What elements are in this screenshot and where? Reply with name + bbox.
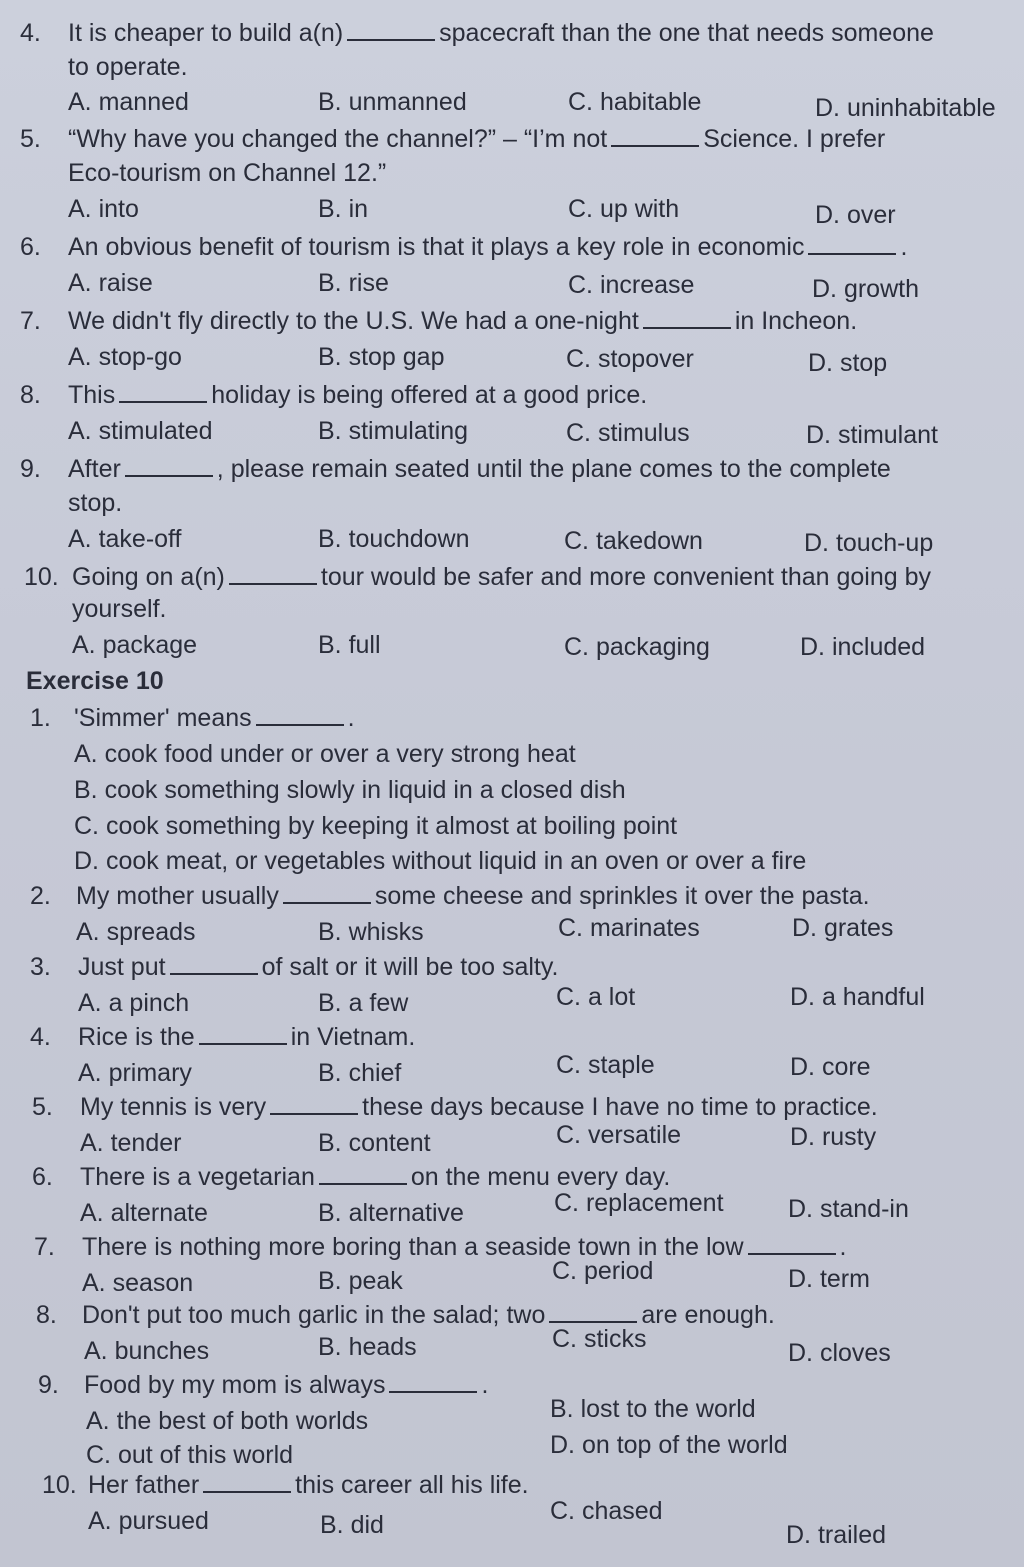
answer-blank[interactable] [611,125,699,147]
option-c[interactable]: C. stopover [566,345,694,373]
question-text: “Why have you changed the channel?” – “I’m not Science. I prefer [68,125,886,153]
option-a[interactable]: A. cook food under or over a very strong heat [74,740,576,768]
question-text: Rice is the in Vietnam. [78,1023,416,1051]
question-number: 10. [24,563,59,591]
option-b[interactable]: B. whisks [318,918,424,946]
option-b[interactable]: B. touchdown [318,525,470,553]
question-number: 5. [32,1093,53,1121]
option-d[interactable]: D. core [790,1053,871,1081]
question-text: After , please remain seated until the plane comes to the complete [68,455,891,483]
option-a[interactable]: A. bunches [84,1337,210,1365]
answer-blank[interactable] [549,1301,637,1323]
answer-blank[interactable] [319,1163,407,1185]
option-c[interactable]: C. marinates [558,914,700,942]
answer-blank[interactable] [347,19,435,41]
option-d[interactable]: D. trailed [786,1521,887,1549]
option-b[interactable]: B. unmanned [318,88,467,116]
option-c[interactable]: C. stimulus [566,419,690,447]
option-b[interactable]: B. heads [318,1333,417,1361]
answer-blank[interactable] [270,1093,358,1115]
option-b[interactable]: B. alternative [318,1199,464,1227]
option-c[interactable]: C. habitable [568,88,702,116]
question-text: There is a vegetarian on the menu every day. [80,1163,671,1191]
option-a[interactable]: A. primary [78,1059,192,1087]
option-b[interactable]: B. lost to the world [550,1395,756,1423]
question-text: This holiday is being offered at a good price. [68,381,648,409]
option-a[interactable]: A. pursued [88,1507,209,1535]
question-text: My mother usually some cheese and sprinkles it over the pasta. [76,882,870,910]
option-a[interactable]: A. the best of both worlds [86,1407,369,1435]
option-d[interactable]: D. grates [792,914,894,942]
option-c[interactable]: C. up with [568,195,680,223]
option-d[interactable]: D. over [815,201,896,229]
question-number: 9. [38,1371,59,1399]
answer-blank[interactable] [256,704,344,726]
option-c[interactable]: C. staple [556,1051,655,1079]
question-text: Just put of salt or it will be too salty. [78,953,559,981]
option-b[interactable]: B. full [318,631,381,659]
option-c[interactable]: C. chased [550,1497,663,1525]
option-c[interactable]: C. packaging [564,633,710,661]
question-number: 5. [20,125,41,153]
option-d[interactable]: D. rusty [790,1123,877,1151]
option-a[interactable]: A. tender [80,1129,182,1157]
option-b[interactable]: B. cook something slowly in liquid in a closed dish [74,776,626,804]
option-c[interactable]: C. increase [568,271,695,299]
answer-blank[interactable] [119,381,207,403]
option-d[interactable]: D. touch-up [804,529,934,557]
option-a[interactable]: A. a pinch [78,989,190,1017]
answer-blank[interactable] [389,1371,477,1393]
answer-blank[interactable] [748,1233,836,1255]
option-d[interactable]: D. on top of the world [550,1431,788,1459]
option-c[interactable]: C. out of this world [86,1441,294,1469]
option-c[interactable]: C. cook something by keeping it almost at boiling point [74,812,678,840]
option-a[interactable]: A. spreads [76,918,196,946]
option-b[interactable]: B. a few [318,989,409,1017]
question-number: 1. [30,704,51,732]
option-d[interactable]: D. uninhabitable [815,94,996,122]
question-number: 3. [30,953,51,981]
question-text: My tennis is very these days because I have no time to practice. [80,1093,878,1121]
answer-blank[interactable] [808,233,896,255]
option-b[interactable]: B. peak [318,1267,403,1295]
question-text: We didn't fly directly to the U.S. We had a one-night in Incheon. [68,307,858,335]
option-a[interactable]: A. stop-go [68,343,182,371]
option-a[interactable]: A. stimulated [68,417,213,445]
question-number: 9. [20,455,41,483]
question-number: 6. [32,1163,53,1191]
option-b[interactable]: B. content [318,1129,431,1157]
option-d[interactable]: D. cloves [788,1339,891,1367]
option-a[interactable]: A. raise [68,269,153,297]
option-c[interactable]: C. replacement [554,1189,724,1217]
answer-blank[interactable] [643,307,731,329]
question-number: 2. [30,882,51,910]
option-b[interactable]: B. rise [318,269,389,297]
option-d[interactable]: D. cook meat, or vegetables without liquid in an oven or over a fire [74,847,807,875]
question-text: There is nothing more boring than a seaside town in the low . [82,1233,847,1261]
question-text-cont: stop. [68,489,123,517]
question-text: Food by my mom is always . [84,1371,489,1399]
option-b[interactable]: B. stop gap [318,343,445,371]
option-c[interactable]: C. a lot [556,983,636,1011]
option-d[interactable]: D. growth [812,275,919,303]
option-d[interactable]: D. a handful [790,983,925,1011]
question-number: 4. [30,1023,51,1051]
question-text: Going on a(n) tour would be safer and more convenient than going by [72,563,931,591]
question-text-cont: to operate. [68,53,188,81]
option-d[interactable]: D. stop [808,349,888,377]
option-b[interactable]: B. did [320,1511,384,1539]
question-text: It is cheaper to build a(n) spacecraft than the one that needs someone [68,19,934,47]
question-number: 7. [20,307,41,335]
option-c[interactable]: C. takedown [564,527,703,555]
option-c[interactable]: C. versatile [556,1121,682,1149]
option-a[interactable]: A. take-off [68,525,182,553]
answer-blank[interactable] [125,455,213,477]
option-a[interactable]: A. into [68,195,139,223]
question-number: 8. [36,1301,57,1329]
option-d[interactable]: D. included [800,633,926,661]
question-text: Don't put too much garlic in the salad; two are enough. [82,1301,775,1329]
answer-blank[interactable] [199,1023,287,1045]
answer-blank[interactable] [283,882,371,904]
option-a[interactable]: A. manned [68,88,189,116]
option-c[interactable]: C. period [552,1257,654,1285]
question-text-cont: Eco-tourism on Channel 12.” [68,159,387,187]
question-text: 'Simmer' means . [74,704,355,732]
question-number: 6. [20,233,41,261]
option-d[interactable]: D. term [788,1265,870,1293]
question-number: 7. [34,1233,55,1261]
option-d[interactable]: D. stimulant [806,421,938,449]
exercise-heading: Exercise 10 [26,667,164,695]
answer-blank[interactable] [203,1471,291,1493]
question-number: 4. [20,19,41,47]
option-c[interactable]: C. sticks [552,1325,647,1353]
option-b[interactable]: B. chief [318,1059,402,1087]
question-text-cont: yourself. [72,595,167,623]
answer-blank[interactable] [170,953,258,975]
question-text: An obvious benefit of tourism is that it plays a key role in economic . [68,233,908,261]
answer-blank[interactable] [229,563,317,585]
option-d[interactable]: D. stand-in [788,1195,909,1223]
option-b[interactable]: B. in [318,195,369,223]
question-text: Her father this career all his life. [88,1471,529,1499]
question-number: 10. [42,1471,77,1499]
option-a[interactable]: A. season [82,1269,194,1297]
question-number: 8. [20,381,41,409]
option-b[interactable]: B. stimulating [318,417,469,445]
option-a[interactable]: A. package [72,631,198,659]
option-a[interactable]: A. alternate [80,1199,208,1227]
